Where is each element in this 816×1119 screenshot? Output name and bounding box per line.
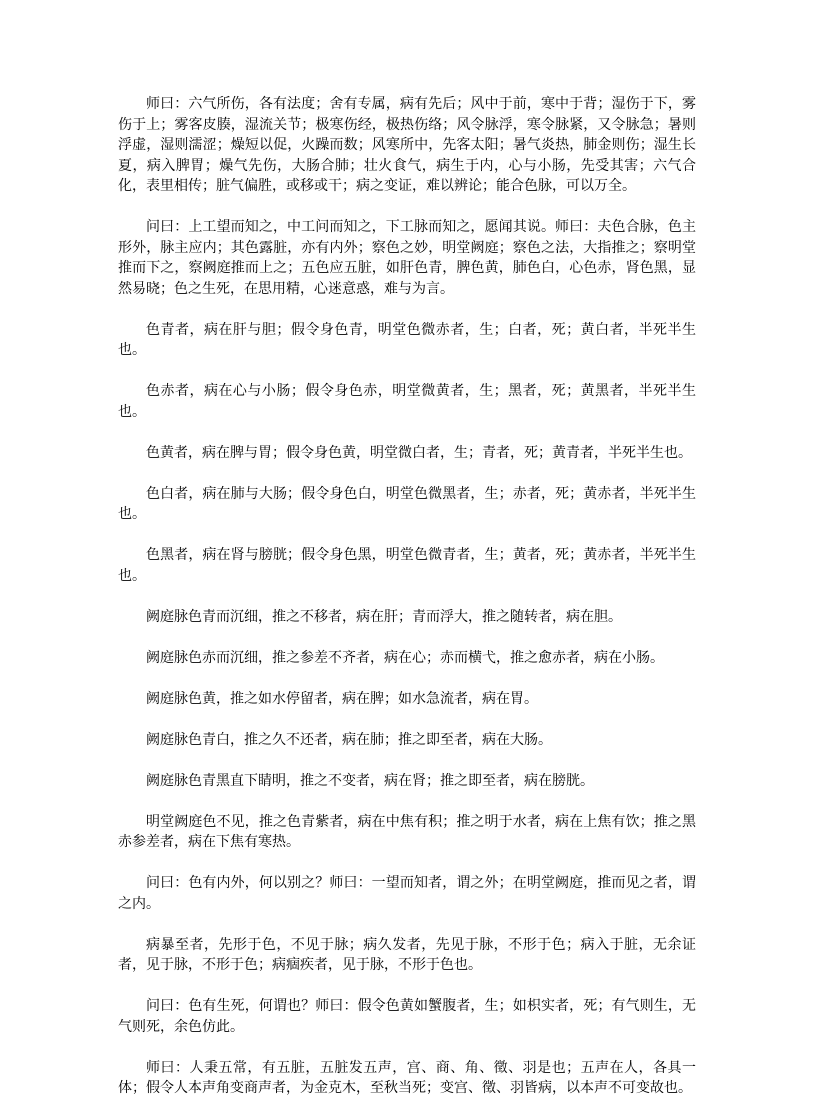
paragraph-7: 色黑者，病在肾与膀胱；假令身色黑，明堂色微青者，生；黄者，死；黄赤者，半死半生也。 (118, 547, 696, 584)
paragraph-13: 明堂阙庭色不见，推之色青紫者，病在中焦有积；推之明于水者，病在上焦有饮；推之黑赤参差者，病在下焦有寒热。 (118, 813, 696, 850)
paragraph-5: 色黄者，病在脾与胃；假令身色黄，明堂微白者，生；青者，死；黄青者，半死半生也。 (146, 444, 692, 461)
paragraph-4: 色赤者，病在心与小肠；假令身色赤，明堂微黄者，生；黑者，死；黄黑者，半死半生也。 (118, 383, 696, 420)
paragraph-2: 问曰：上工望而知之，中工问而知之，下工脉而知之，愿闻其说。师曰：夫色合脉，色主形外，脉主应内；其色露脏，亦有内外；察色之妙，明堂阙庭；察色之法，大指推之；察明堂推而下之，察阙庭推而上之；五色应五脏，如肝色青，脾色黄，肺色白，心色赤，肾色黑，显然易晓；色之生死，在思用精，心迷意惑，难与为言。 (118, 219, 696, 297)
paragraph-16: 问曰：色有生死，何谓也？师曰：假令色黄如蟹腹者，生；如枳实者，死；有气则生，无气则死，余色仿此。 (118, 998, 696, 1035)
paragraph-10: 阙庭脉色黄，推之如水停留者，病在脾；如水急流者，病在胃。 (146, 690, 538, 707)
paragraph-1: 师曰：六气所伤，各有法度；舍有专属，病有先后；风中于前，寒中于背；湿伤于下，雾伤于上；雾客皮腠，湿流关节；极寒伤经，极热伤络；风令脉浮，寒令脉紧，又令脉急；暑则浮虚，湿则濡涩；燥短以促，火躁而数；风寒所中，先客太阳；暑气炎热，肺金则伤；湿生长夏，病入脾胃；燥气先伤，大肠合肺；壮火食气，病生于内，心与小肠，先受其害；六气合化，表里相传；脏气偏胜，或移或干；病之变证，难以辨论；能合色脉，可以万全。 (118, 96, 696, 194)
paragraph-15: 病暴至者，先形于色，不见于脉；病久发者，先见于脉，不形于色；病入于脏，无余证者，见于脉，不形于色；病痼疾者，见于脉，不形于色也。 (118, 936, 696, 973)
paragraph-12: 阙庭脉色青黑直下睛明，推之不变者，病在肾；推之即至者，病在膀胱。 (146, 772, 594, 789)
paragraph-14: 问曰：色有内外，何以别之？师曰：一望而知者，谓之外；在明堂阙庭，推而见之者，谓之内。 (118, 875, 696, 912)
paragraph-8: 阙庭脉色青而沉细，推之不移者，病在肝；青而浮大，推之随转者，病在胆。 (146, 608, 622, 625)
document-body (118, 94, 696, 1119)
paragraph-17: 师曰：人秉五常，有五脏，五脏发五声，宫、商、角、徵、羽是也；五声在人，各具一体；假令人本声角变商声者，为金克木，至秋当死；变宫、徵、羽皆病，以本声不可变故也。 (118, 1059, 696, 1096)
paragraph-9: 阙庭脉色赤而沉细，推之参差不齐者，病在心；赤而横弋，推之愈赤者，病在小肠。 (146, 649, 664, 666)
paragraph-3: 色青者，病在肝与胆；假令身色青，明堂色微赤者，生；白者，死；黄白者，半死半生也。 (118, 321, 696, 358)
paragraph-6: 色白者，病在肺与大肠；假令身色白，明堂色微黑者，生；赤者，死；黄赤者，半死半生也。 (118, 485, 696, 522)
paragraph-11: 阙庭脉色青白，推之久不还者，病在肺；推之即至者，病在大肠。 (146, 731, 552, 748)
